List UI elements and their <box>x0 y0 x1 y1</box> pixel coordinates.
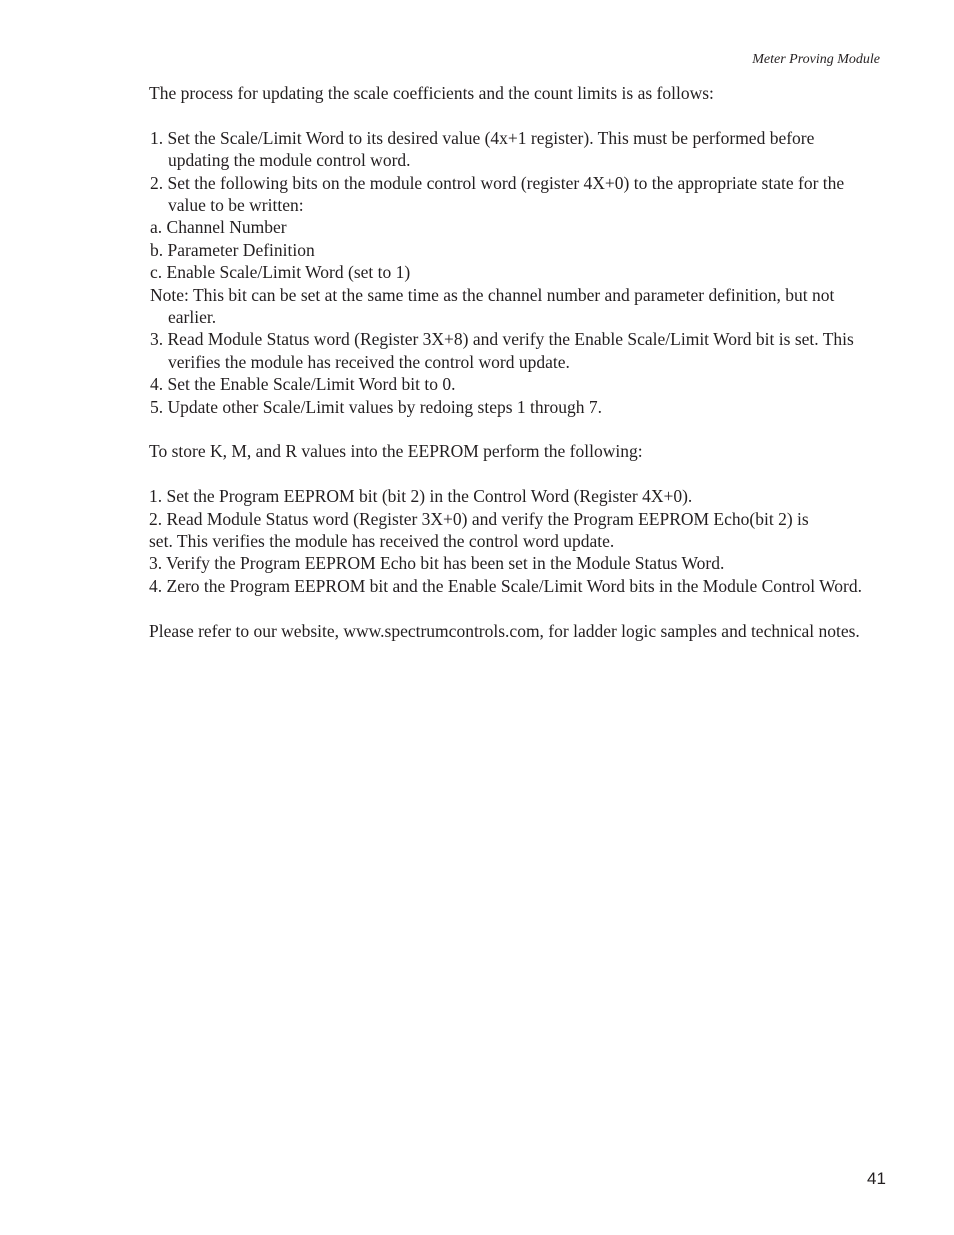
list-item: 4. Zero the Program EEPROM bit and the Enable Scale/Limit Word bits in the Module Control Word. <box>149 575 862 596</box>
list-item: 5. Update other Scale/Limit values by redoing steps 1 through 7. <box>150 396 602 417</box>
eeprom-steps-list <box>112 485 864 597</box>
running-header: Meter Proving Module <box>752 52 880 67</box>
page-number: 41 <box>867 1169 886 1188</box>
list-item: 3. Read Module Status word (Register 3X+8) and verify the Enable Scale/Limit Word bit is set. This verifies the module has received the control word update. <box>150 329 854 372</box>
list-item: 1. Set the Scale/Limit Word to its desired value (4x+1 register). This must be performed before updating the module control word. <box>150 127 815 171</box>
intro-scale-paragraph: The process for updating the scale coefficients and the count limits is as follows: <box>149 83 714 103</box>
list-item: c. Enable Scale/Limit Word (set to 1) <box>150 262 411 283</box>
spacer <box>112 463 864 485</box>
list-item: 3. Verify the Program EEPROM Echo bit has been set in the Module Status Word. <box>149 553 725 574</box>
scale-steps-list <box>112 127 864 418</box>
list-item: 1. Set the Program EEPROM bit (bit 2) in the Control Word (Register 4X+0). <box>149 486 693 507</box>
list-item: a. Channel Number <box>150 217 287 238</box>
note-item: Note: This bit can be set at the same time as the channel number and parameter definition, but not earlier. <box>150 284 835 328</box>
list-item: 2. Set the following bits on the module control word (register 4X+0) to the appropriate state for the value to be written: <box>150 172 845 216</box>
page-body <box>112 82 864 642</box>
list-item: 4. Set the Enable Scale/Limit Word bit to 0. <box>150 374 456 395</box>
spacer <box>112 104 864 126</box>
intro-eeprom-paragraph: To store K, M, and R values into the EEPROM perform the following: <box>149 441 643 462</box>
list-item: set. This verifies the module has received the control word update. <box>149 531 615 552</box>
list-item: 2. Read Module Status word (Register 3X+0) and verify the Program EEPROM Echo(bit 2) is <box>149 508 809 529</box>
list-item: b. Parameter Definition <box>150 239 315 260</box>
spacer <box>112 597 864 619</box>
closing-paragraph: Please refer to our website, www.spectrumcontrols.com, for ladder logic samples and technical notes. <box>149 620 860 641</box>
spacer <box>112 418 864 440</box>
